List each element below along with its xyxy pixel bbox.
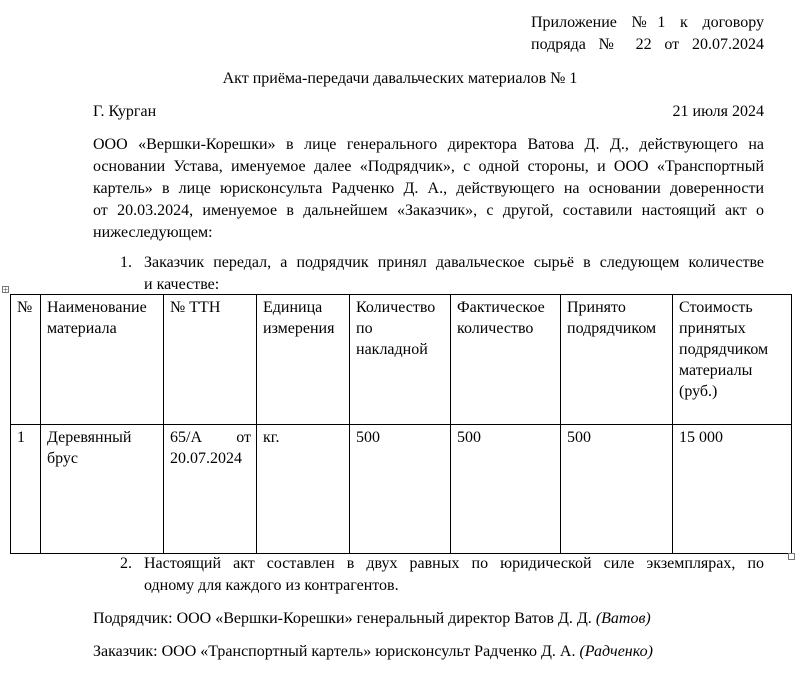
intro-line: нижеследующем:: [93, 224, 213, 241]
appendix-line: Приложение №1 к договору: [531, 14, 764, 31]
header-text: Принято: [567, 299, 626, 316]
intro-line: картель» в лице юрисконсульта Радченко Д. А., действующего на основании доверенности: [93, 180, 764, 197]
cell-accepted: 500: [561, 425, 673, 554]
header-text: Единица: [263, 299, 323, 316]
intro-line: от 20.03.2024, именуемое в дальнейшем «Заказчик», с другой, составили настоящий акт о: [93, 202, 764, 219]
header-text: Фактическое: [457, 299, 545, 316]
cell-number: 1: [11, 425, 41, 554]
intro-paragraph: [93, 134, 764, 244]
header-text: Стоимость: [679, 299, 753, 316]
header-cell-number: [11, 295, 41, 425]
signature-text: Заказчик: ООО «Транспортный картель» юрисконсульт Радченко Д. А.: [93, 643, 576, 660]
list-item-number: 1.: [120, 254, 132, 271]
header-text: измерения: [263, 320, 335, 337]
appendix-line: подряда № 22 от 20.07.2024: [531, 36, 764, 53]
resize-icon[interactable]: [788, 553, 795, 560]
header-cell-unit: [257, 295, 350, 425]
header-text: Наименование: [47, 299, 147, 316]
table-row: [11, 425, 792, 554]
signature-contractor: [93, 608, 651, 630]
header-text: материалы: [679, 362, 753, 379]
cell-qty-invoice: 500: [350, 425, 451, 554]
table-header-row: [11, 295, 792, 425]
header-text: количество: [457, 320, 534, 337]
header-text: подрядчиком: [567, 320, 657, 337]
header-cell-qty-actual: [451, 295, 561, 425]
cell-text: Деревянный: [47, 429, 132, 446]
cell-text: 20.07.2024: [170, 450, 242, 467]
header-cell-accepted: [561, 295, 673, 425]
cell-text: брус: [47, 450, 79, 467]
list-item-number: 2.: [120, 555, 132, 572]
header-text: материала: [47, 320, 117, 337]
materials-table: [10, 294, 792, 554]
header-text: (руб.): [679, 383, 718, 400]
cell-text: от: [236, 429, 251, 446]
header-text: №: [17, 299, 33, 316]
list-item-text: одному для каждого из контрагентов.: [144, 577, 399, 594]
appendix-note: [531, 12, 764, 56]
signature-text: Подрядчик: ООО «Вершки-Корешки» генеральный директор Ватов Д. Д.: [93, 610, 592, 627]
signature-mark: (Радченко): [579, 643, 653, 660]
cell-cost: 15 000: [673, 425, 792, 554]
intro-line: ООО «Вершки-Корешки» в лице генерального директора Ватова Д. Д., действующего на: [93, 136, 764, 153]
list-item-text: Настоящий акт составлен в двух равных по юридической силе экземплярах, по: [144, 555, 764, 572]
move-icon[interactable]: +: [3, 285, 9, 295]
header-text: принятых: [679, 320, 746, 337]
header-cell-ttn: [164, 295, 257, 425]
city: Г. Курган: [93, 103, 157, 120]
header-text: накладной: [356, 341, 428, 358]
signature-customer: [93, 641, 653, 663]
cell-material: [41, 425, 164, 554]
header-text: по: [356, 320, 373, 337]
list-item: [120, 553, 764, 597]
header-text: подрядчиком: [679, 341, 769, 358]
header-cell-cost: [673, 295, 792, 425]
header-cell-material: [41, 295, 164, 425]
document-date: 21 июля 2024: [672, 103, 764, 120]
header-cell-qty-invoice: [350, 295, 451, 425]
cell-qty-actual: 500: [451, 425, 561, 554]
cell-ttn: [164, 425, 257, 554]
cell-unit: кг.: [257, 425, 350, 554]
list-item-text: Заказчик передал, а подрядчик принял давальческое сырьё в следующем количестве: [144, 254, 764, 271]
document-title: Акт приёма-передачи давальческих материалов № 1: [222, 70, 578, 87]
list-item-text: и качестве:: [144, 276, 220, 293]
signature-mark: (Ватов): [595, 610, 651, 627]
cell-text: 65/А: [170, 429, 202, 446]
list-item: [120, 252, 764, 296]
header-text: № ТТН: [170, 299, 221, 316]
intro-line: основании Устава, именуемое далее «Подрядчик», с одной стороны, и ООО «Транспортный: [93, 158, 764, 175]
header-text: Количество: [356, 299, 436, 316]
